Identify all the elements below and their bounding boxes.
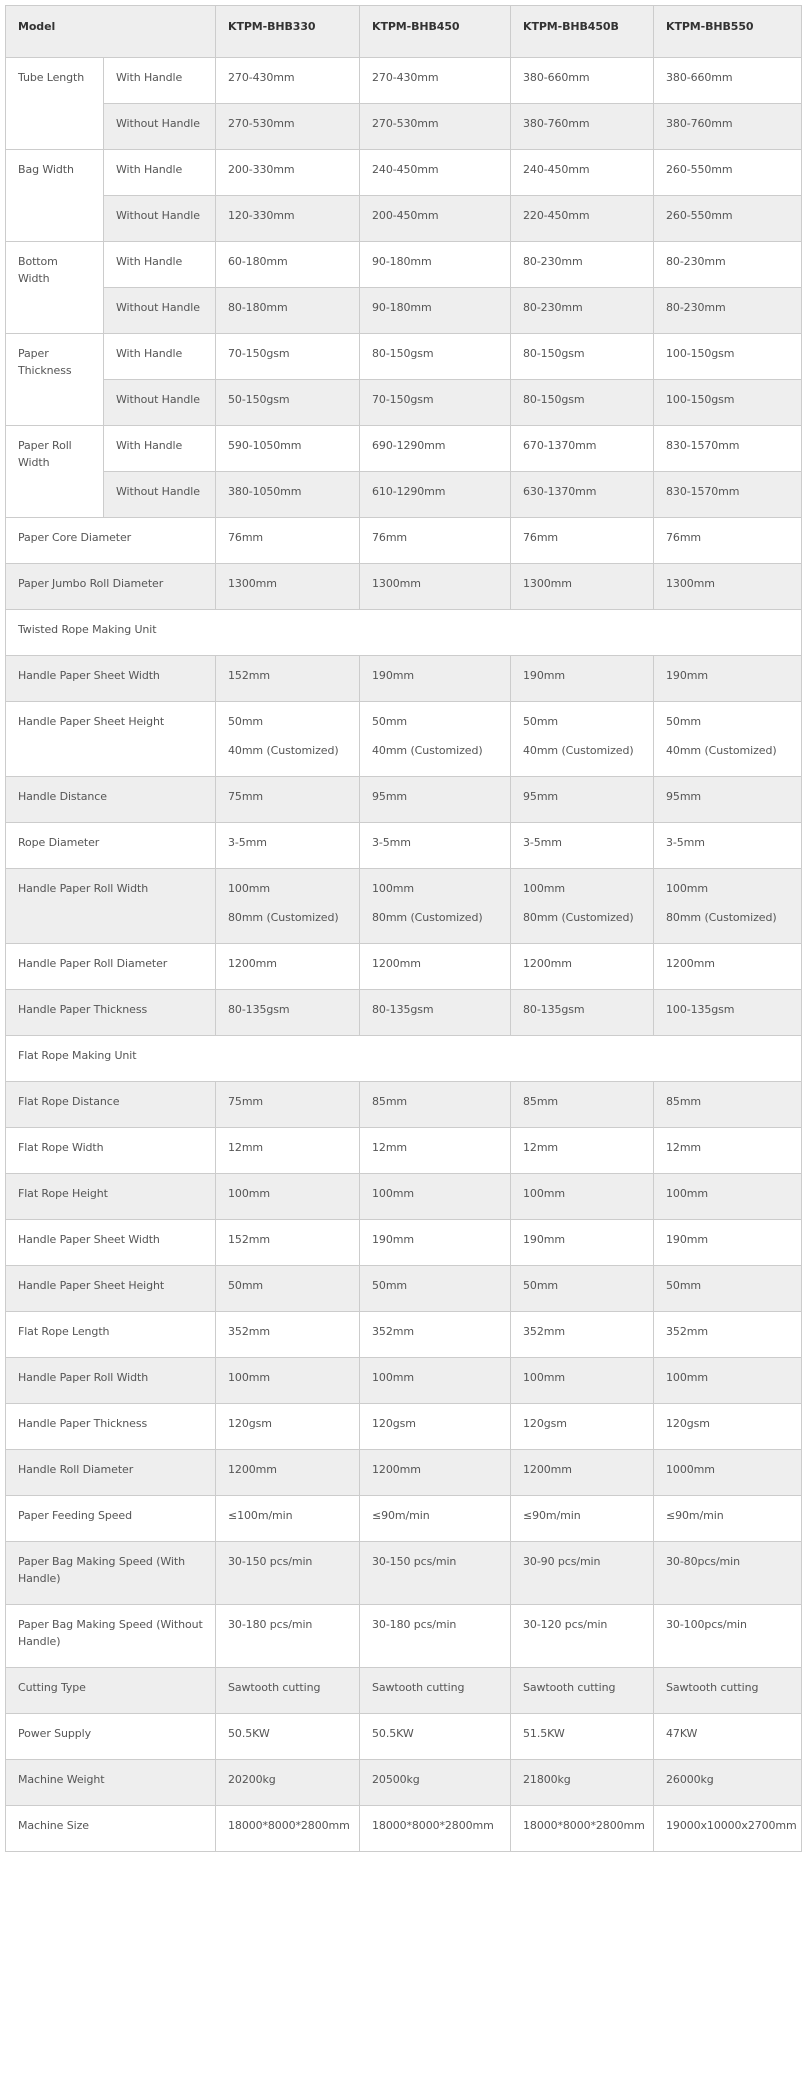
table-row: [6, 150, 802, 196]
parameter-sub-label: Without Handle: [104, 196, 216, 242]
spec-value-cell: 80-230mm: [654, 242, 802, 288]
table-row: [6, 1082, 802, 1128]
spec-value-cell: 100mm: [360, 1358, 511, 1404]
spec-value-line: 3-5mm: [523, 836, 562, 849]
parameter-label: Handle Paper Sheet Height: [6, 1266, 216, 1312]
parameter-label: Handle Roll Diameter: [6, 1450, 216, 1496]
spec-value-line: 80-135gsm: [228, 1003, 290, 1016]
spec-value-cell: 50.5KW: [216, 1714, 360, 1760]
model-header-label: Model: [6, 6, 216, 58]
spec-value-cell: [511, 777, 654, 823]
parameter-label: Paper Bag Making Speed (Without Handle): [6, 1605, 216, 1668]
parameter-group-label: Paper Roll Width: [6, 426, 104, 518]
table-row: [6, 944, 802, 990]
spec-value-cell: 50mm: [360, 1266, 511, 1312]
parameter-label: Cutting Type: [6, 1668, 216, 1714]
spec-value-cell: [216, 990, 360, 1036]
table-row: [6, 656, 802, 702]
parameter-label: Machine Weight: [6, 1760, 216, 1806]
header-row: [6, 6, 802, 58]
parameter-sub-label: With Handle: [104, 150, 216, 196]
spec-value-cell: [216, 702, 360, 777]
parameter-label: Handle Paper Roll Width: [6, 1358, 216, 1404]
table-row: [6, 702, 802, 777]
table-row: [6, 777, 802, 823]
spec-value-line: 80mm (Customized): [228, 911, 339, 924]
spec-value-cell: [654, 990, 802, 1036]
spec-value-line: 100mm: [666, 882, 708, 895]
parameter-label: Handle Paper Sheet Width: [6, 1220, 216, 1266]
spec-value-cell: [654, 823, 802, 869]
spec-value-cell: 100mm: [511, 1174, 654, 1220]
spec-value-cell: 610-1290mm: [360, 472, 511, 518]
parameter-label: Power Supply: [6, 1714, 216, 1760]
parameter-group-label: Bag Width: [6, 150, 104, 242]
model-column-header: KTPM-BHB450B: [511, 6, 654, 58]
spec-value-cell: 18000*8000*2800mm: [216, 1806, 360, 1852]
table-row: [6, 869, 802, 944]
section-title-twisted-rope: Twisted Rope Making Unit: [6, 610, 802, 656]
spec-value-cell: [511, 823, 654, 869]
spec-value-line: 75mm: [228, 790, 264, 803]
spec-value-line: 1200mm: [666, 957, 715, 970]
spec-value-cell: 100-150gsm: [654, 380, 802, 426]
table-row: [6, 1358, 802, 1404]
parameter-group-label: Bottom Width: [6, 242, 104, 334]
spec-value-cell: [360, 869, 511, 944]
table-row: [6, 242, 802, 288]
spec-value-cell: Sawtooth cutting: [654, 1668, 802, 1714]
spec-value-cell: 1200mm: [511, 1450, 654, 1496]
spec-value-cell: 100-150gsm: [654, 334, 802, 380]
spec-value-cell: 152mm: [216, 1220, 360, 1266]
table-row: [6, 1714, 802, 1760]
parameter-sub-label: Without Handle: [104, 104, 216, 150]
spec-value-cell: 30-180 pcs/min: [360, 1605, 511, 1668]
spec-value-cell: [360, 944, 511, 990]
spec-value-cell: 50mm: [511, 1266, 654, 1312]
spec-value-cell: 12mm: [360, 1128, 511, 1174]
table-row: [6, 1220, 802, 1266]
spec-value-cell: Sawtooth cutting: [511, 1668, 654, 1714]
spec-value-cell: 80-230mm: [511, 288, 654, 334]
spec-value-line: 50mm: [372, 715, 408, 728]
parameter-sub-label: Without Handle: [104, 380, 216, 426]
spec-value-cell: 200-450mm: [360, 196, 511, 242]
spec-value-cell: 100mm: [511, 1358, 654, 1404]
spec-value-line: 3-5mm: [666, 836, 705, 849]
spec-value-line: 95mm: [372, 790, 408, 803]
spec-value-line: 80mm (Customized): [523, 911, 634, 924]
spec-value-cell: 120gsm: [360, 1404, 511, 1450]
table-row: [6, 518, 802, 564]
spec-value-cell: 270-530mm: [216, 104, 360, 150]
spec-value-cell: 190mm: [360, 1220, 511, 1266]
table-row: [6, 1266, 802, 1312]
parameter-sub-label: With Handle: [104, 334, 216, 380]
spec-value-cell: 12mm: [511, 1128, 654, 1174]
table-row: [6, 1174, 802, 1220]
section-title-flat-rope: Flat Rope Making Unit: [6, 1036, 802, 1082]
spec-value-cell: 30-180 pcs/min: [216, 1605, 360, 1668]
table-row: [6, 288, 802, 334]
spec-value-cell: 30-120 pcs/min: [511, 1605, 654, 1668]
spec-value-cell: 380-760mm: [511, 104, 654, 150]
spec-value-cell: 30-90 pcs/min: [511, 1542, 654, 1605]
spec-value-line: 80-135gsm: [523, 1003, 585, 1016]
spec-value-cell: 80-230mm: [511, 242, 654, 288]
table-row: [6, 104, 802, 150]
spec-value-cell: 30-150 pcs/min: [216, 1542, 360, 1605]
parameter-label: Paper Core Diameter: [6, 518, 216, 564]
spec-value-cell: ≤90m/min: [360, 1496, 511, 1542]
spec-value-cell: 240-450mm: [360, 150, 511, 196]
spec-value-cell: [216, 777, 360, 823]
parameter-label: Machine Size: [6, 1806, 216, 1852]
spec-value-cell: 60-180mm: [216, 242, 360, 288]
parameter-sub-label: Without Handle: [104, 472, 216, 518]
spec-value-cell: 30-150 pcs/min: [360, 1542, 511, 1605]
spec-value-cell: 12mm: [216, 1128, 360, 1174]
table-row: [6, 1312, 802, 1358]
spec-value-line: 3-5mm: [372, 836, 411, 849]
spec-value-cell: 200-330mm: [216, 150, 360, 196]
spec-value-line: 100mm: [228, 882, 270, 895]
spec-value-cell: 630-1370mm: [511, 472, 654, 518]
parameter-label: Paper Jumbo Roll Diameter: [6, 564, 216, 610]
spec-value-cell: 47KW: [654, 1714, 802, 1760]
parameter-label: Flat Rope Length: [6, 1312, 216, 1358]
parameter-sub-label: Without Handle: [104, 288, 216, 334]
table-row: [6, 1605, 802, 1668]
spec-value-cell: 120gsm: [511, 1404, 654, 1450]
spec-value-cell: 50.5KW: [360, 1714, 511, 1760]
spec-value-line: 100-135gsm: [666, 1003, 735, 1016]
table-row: [6, 58, 802, 104]
spec-value-cell: [511, 656, 654, 702]
spec-value-cell: 75mm: [216, 1082, 360, 1128]
table-row: [6, 823, 802, 869]
spec-value-cell: 380-760mm: [654, 104, 802, 150]
parameter-label: Handle Paper Thickness: [6, 990, 216, 1036]
spec-value-line: 3-5mm: [228, 836, 267, 849]
spec-value-cell: 85mm: [511, 1082, 654, 1128]
spec-value-cell: [360, 702, 511, 777]
spec-value-cell: 76mm: [360, 518, 511, 564]
spec-value-cell: 80-150gsm: [511, 380, 654, 426]
spec-value-cell: [511, 990, 654, 1036]
parameter-label: Flat Rope Height: [6, 1174, 216, 1220]
spec-value-cell: ≤100m/min: [216, 1496, 360, 1542]
spec-value-cell: 18000*8000*2800mm: [360, 1806, 511, 1852]
spec-value-cell: 590-1050mm: [216, 426, 360, 472]
table-row: [6, 472, 802, 518]
spec-value-line: 80mm (Customized): [372, 911, 483, 924]
spec-value-cell: [654, 777, 802, 823]
spec-value-cell: [654, 656, 802, 702]
spec-value-cell: 76mm: [654, 518, 802, 564]
table-row: [6, 380, 802, 426]
spec-value-cell: [360, 656, 511, 702]
parameter-sub-label: With Handle: [104, 426, 216, 472]
spec-value-cell: 380-660mm: [511, 58, 654, 104]
spec-value-cell: 21800kg: [511, 1760, 654, 1806]
spec-value-cell: 1200mm: [216, 1450, 360, 1496]
spec-value-cell: 50mm: [216, 1266, 360, 1312]
parameter-label: Handle Paper Roll Diameter: [6, 944, 216, 990]
spec-value-cell: [360, 777, 511, 823]
model-column-header: KTPM-BHB450: [360, 6, 511, 58]
spec-value-cell: 240-450mm: [511, 150, 654, 196]
spec-value-cell: 85mm: [654, 1082, 802, 1128]
spec-value-cell: 270-430mm: [216, 58, 360, 104]
table-row: [6, 426, 802, 472]
spec-value-cell: 50mm: [654, 1266, 802, 1312]
spec-value-line: 95mm: [666, 790, 702, 803]
parameter-label: Rope Diameter: [6, 823, 216, 869]
parameter-label: Paper Feeding Speed: [6, 1496, 216, 1542]
spec-value-cell: 830-1570mm: [654, 472, 802, 518]
model-column-header: KTPM-BHB550: [654, 6, 802, 58]
spec-value-line: 190mm: [372, 669, 414, 682]
spec-value-cell: 380-1050mm: [216, 472, 360, 518]
spec-value-line: 40mm (Customized): [228, 744, 339, 757]
spec-value-cell: 120-330mm: [216, 196, 360, 242]
specification-table: [5, 5, 802, 1852]
spec-value-line: 1200mm: [372, 957, 421, 970]
spec-value-cell: 80-230mm: [654, 288, 802, 334]
parameter-label: Handle Paper Sheet Height: [6, 702, 216, 777]
spec-value-cell: [511, 702, 654, 777]
spec-value-cell: [654, 702, 802, 777]
spec-value-line: 190mm: [666, 669, 708, 682]
spec-value-cell: 830-1570mm: [654, 426, 802, 472]
parameter-group-label: Tube Length: [6, 58, 104, 150]
parameter-label: Paper Bag Making Speed (With Handle): [6, 1542, 216, 1605]
spec-value-cell: [216, 656, 360, 702]
spec-value-cell: 12mm: [654, 1128, 802, 1174]
spec-value-cell: [216, 944, 360, 990]
spec-value-cell: 352mm: [654, 1312, 802, 1358]
spec-value-cell: 26000kg: [654, 1760, 802, 1806]
spec-value-cell: 51.5KW: [511, 1714, 654, 1760]
table-row: [6, 564, 802, 610]
table-row: [6, 1404, 802, 1450]
spec-value-line: 1200mm: [228, 957, 277, 970]
spec-value-cell: 80-150gsm: [511, 334, 654, 380]
spec-value-cell: 19000x10000x2700mm: [654, 1806, 802, 1852]
spec-value-cell: 352mm: [360, 1312, 511, 1358]
spec-value-line: 40mm (Customized): [666, 744, 777, 757]
table-row: [6, 1450, 802, 1496]
parameter-sub-label: With Handle: [104, 58, 216, 104]
spec-value-cell: 352mm: [511, 1312, 654, 1358]
spec-value-line: 50mm: [666, 715, 702, 728]
spec-value-cell: 76mm: [511, 518, 654, 564]
spec-value-cell: 76mm: [216, 518, 360, 564]
table-row: [6, 1806, 802, 1852]
spec-value-cell: 30-80pcs/min: [654, 1542, 802, 1605]
spec-value-line: 1200mm: [523, 957, 572, 970]
spec-value-line: 100mm: [523, 882, 565, 895]
section-header-row: [6, 610, 802, 656]
spec-value-cell: 1000mm: [654, 1450, 802, 1496]
table-row: [6, 1542, 802, 1605]
spec-value-cell: 100mm: [216, 1174, 360, 1220]
parameter-label: Flat Rope Distance: [6, 1082, 216, 1128]
spec-value-line: 40mm (Customized): [372, 744, 483, 757]
spec-value-cell: 100mm: [360, 1174, 511, 1220]
parameter-sub-label: With Handle: [104, 242, 216, 288]
spec-value-cell: 20500kg: [360, 1760, 511, 1806]
spec-value-cell: Sawtooth cutting: [216, 1668, 360, 1714]
spec-value-cell: 80-150gsm: [360, 334, 511, 380]
spec-value-cell: 20200kg: [216, 1760, 360, 1806]
spec-value-cell: 90-180mm: [360, 288, 511, 334]
parameter-label: Handle Paper Roll Width: [6, 869, 216, 944]
spec-value-line: 152mm: [228, 669, 270, 682]
table-row: [6, 1760, 802, 1806]
spec-value-cell: 190mm: [511, 1220, 654, 1266]
spec-value-cell: [511, 944, 654, 990]
spec-value-line: 95mm: [523, 790, 559, 803]
spec-value-cell: [360, 990, 511, 1036]
spec-value-line: 50mm: [523, 715, 559, 728]
spec-value-cell: 1200mm: [360, 1450, 511, 1496]
model-column-header: KTPM-BHB330: [216, 6, 360, 58]
spec-value-cell: 220-450mm: [511, 196, 654, 242]
spec-value-line: 80mm (Customized): [666, 911, 777, 924]
spec-value-line: 50mm: [228, 715, 264, 728]
spec-value-cell: [654, 944, 802, 990]
spec-value-line: 100mm: [372, 882, 414, 895]
spec-value-cell: [216, 823, 360, 869]
spec-value-cell: 70-150gsm: [216, 334, 360, 380]
spec-value-line: 40mm (Customized): [523, 744, 634, 757]
spec-value-cell: 1300mm: [654, 564, 802, 610]
parameter-label: Handle Paper Sheet Width: [6, 656, 216, 702]
spec-value-cell: 100mm: [654, 1174, 802, 1220]
spec-value-cell: Sawtooth cutting: [360, 1668, 511, 1714]
table-row: [6, 1128, 802, 1174]
spec-value-cell: 260-550mm: [654, 150, 802, 196]
spec-value-cell: 1300mm: [511, 564, 654, 610]
spec-value-cell: 90-180mm: [360, 242, 511, 288]
spec-value-cell: 380-660mm: [654, 58, 802, 104]
table-row: [6, 334, 802, 380]
table-row: [6, 990, 802, 1036]
parameter-label: Handle Paper Thickness: [6, 1404, 216, 1450]
spec-value-cell: 270-430mm: [360, 58, 511, 104]
spec-value-cell: 352mm: [216, 1312, 360, 1358]
table-row: [6, 196, 802, 242]
parameter-label: Handle Distance: [6, 777, 216, 823]
spec-value-cell: 690-1290mm: [360, 426, 511, 472]
spec-value-cell: 270-530mm: [360, 104, 511, 150]
spec-value-cell: 1300mm: [360, 564, 511, 610]
spec-value-cell: [654, 869, 802, 944]
spec-value-cell: 30-100pcs/min: [654, 1605, 802, 1668]
spec-value-cell: 70-150gsm: [360, 380, 511, 426]
spec-value-cell: 120gsm: [216, 1404, 360, 1450]
parameter-label: Flat Rope Width: [6, 1128, 216, 1174]
spec-value-cell: ≤90m/min: [511, 1496, 654, 1542]
spec-value-cell: 260-550mm: [654, 196, 802, 242]
spec-value-cell: 1300mm: [216, 564, 360, 610]
spec-value-cell: 670-1370mm: [511, 426, 654, 472]
spec-value-line: 190mm: [523, 669, 565, 682]
spec-value-cell: [511, 869, 654, 944]
table-row: [6, 1668, 802, 1714]
spec-value-cell: [216, 869, 360, 944]
spec-value-cell: 50-150gsm: [216, 380, 360, 426]
spec-value-cell: ≤90m/min: [654, 1496, 802, 1542]
spec-value-cell: 80-180mm: [216, 288, 360, 334]
spec-value-cell: 120gsm: [654, 1404, 802, 1450]
spec-value-cell: [360, 823, 511, 869]
section-header-row: [6, 1036, 802, 1082]
spec-value-cell: 18000*8000*2800mm: [511, 1806, 654, 1852]
spec-value-cell: 85mm: [360, 1082, 511, 1128]
parameter-group-label: Paper Thickness: [6, 334, 104, 426]
table-row: [6, 1496, 802, 1542]
spec-value-cell: 100mm: [654, 1358, 802, 1404]
spec-value-cell: 190mm: [654, 1220, 802, 1266]
spec-value-line: 80-135gsm: [372, 1003, 434, 1016]
spec-value-cell: 100mm: [216, 1358, 360, 1404]
